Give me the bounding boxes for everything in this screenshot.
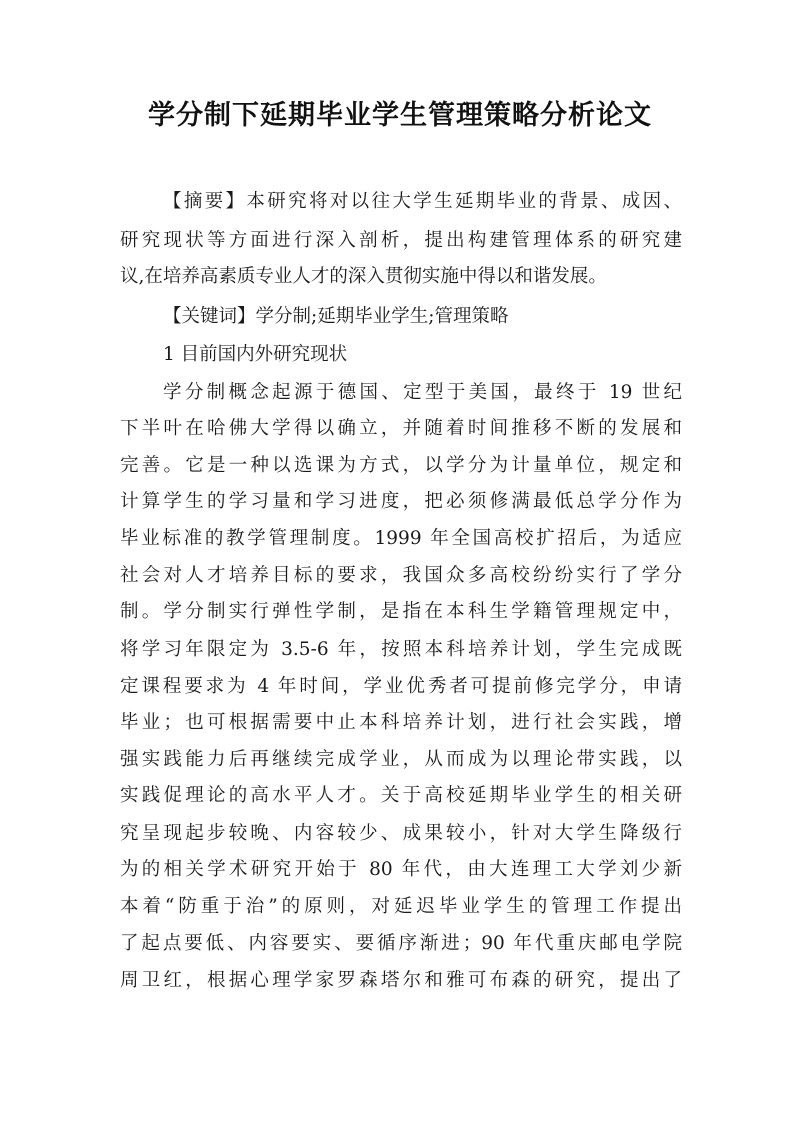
paragraph-line: 社会对人才培养目标的要求，我国众多高校纷纷实行了学分: [120, 565, 682, 586]
paragraph-line: 下半叶在哈佛大学得以确立，并随着时间推移不断的发展和: [120, 418, 682, 439]
abstract-line: 【摘要】本研究将对以往大学生延期毕业的背景、成因、: [163, 191, 682, 212]
keywords-line: 【关键词】学分制;延期毕业学生;管理策略: [163, 306, 509, 327]
paragraph-line: 本着“防重于治”的原则，对延迟毕业学生的管理工作提出: [120, 896, 682, 917]
paragraph-line: 学分制概念起源于德国、定型于美国，最终于 19 世纪: [163, 382, 682, 403]
abstract-line: 议,在培养高素质专业人才的深入贯彻实施中得以和谐发展。: [120, 266, 607, 287]
paragraph-line: 制。学分制实行弹性学制，是指在本科生学籍管理规定中，: [120, 601, 682, 622]
section-heading: 1 目前国内外研究现状: [163, 344, 348, 365]
paragraph-line: 强实践能力后再继续完成学业，从而成为以理论带实践，以: [120, 749, 682, 770]
paragraph-line: 计算学生的学习量和学习进度，把必须修满最低总学分作为: [120, 491, 682, 512]
document-title: 学分制下延期毕业学生管理策略分析论文: [148, 100, 652, 131]
paragraph-line: 完善。它是一种以选课为方式，以学分为计量单位，规定和: [120, 455, 682, 476]
paragraph-line: 定课程要求为 4 年时间，学业优秀者可提前修完学分，申请: [120, 676, 682, 697]
paragraph-line: 将学习年限定为 3.5-6 年，按照本科培养计划，学生完成既: [120, 639, 682, 660]
abstract-line: 研究现状等方面进行深入剖析，提出构建管理体系的研究建: [120, 230, 682, 251]
paragraph-line: 实践促理论的高水平人才。关于高校延期毕业学生的相关研: [120, 785, 682, 806]
paragraph-line: 为的相关学术研究开始于 80 年代，由大连理工大学刘少新: [120, 859, 682, 880]
paragraph-line: 毕业；也可根据需要中止本科培养计划，进行社会实践，增: [120, 712, 682, 733]
paragraph-line: 了起点要低、内容要实、要循序渐进；90 年代重庆邮电学院: [120, 933, 682, 954]
paragraph-line: 究呈现起步较晚、内容较少、成果较小，针对大学生降级行: [120, 823, 682, 844]
paragraph-line: 毕业标准的教学管理制度。1999 年全国高校扩招后，为适应: [120, 528, 682, 549]
paragraph-line: 周卫红，根据心理学家罗森塔尔和雅可布森的研究，提出了: [120, 970, 682, 991]
